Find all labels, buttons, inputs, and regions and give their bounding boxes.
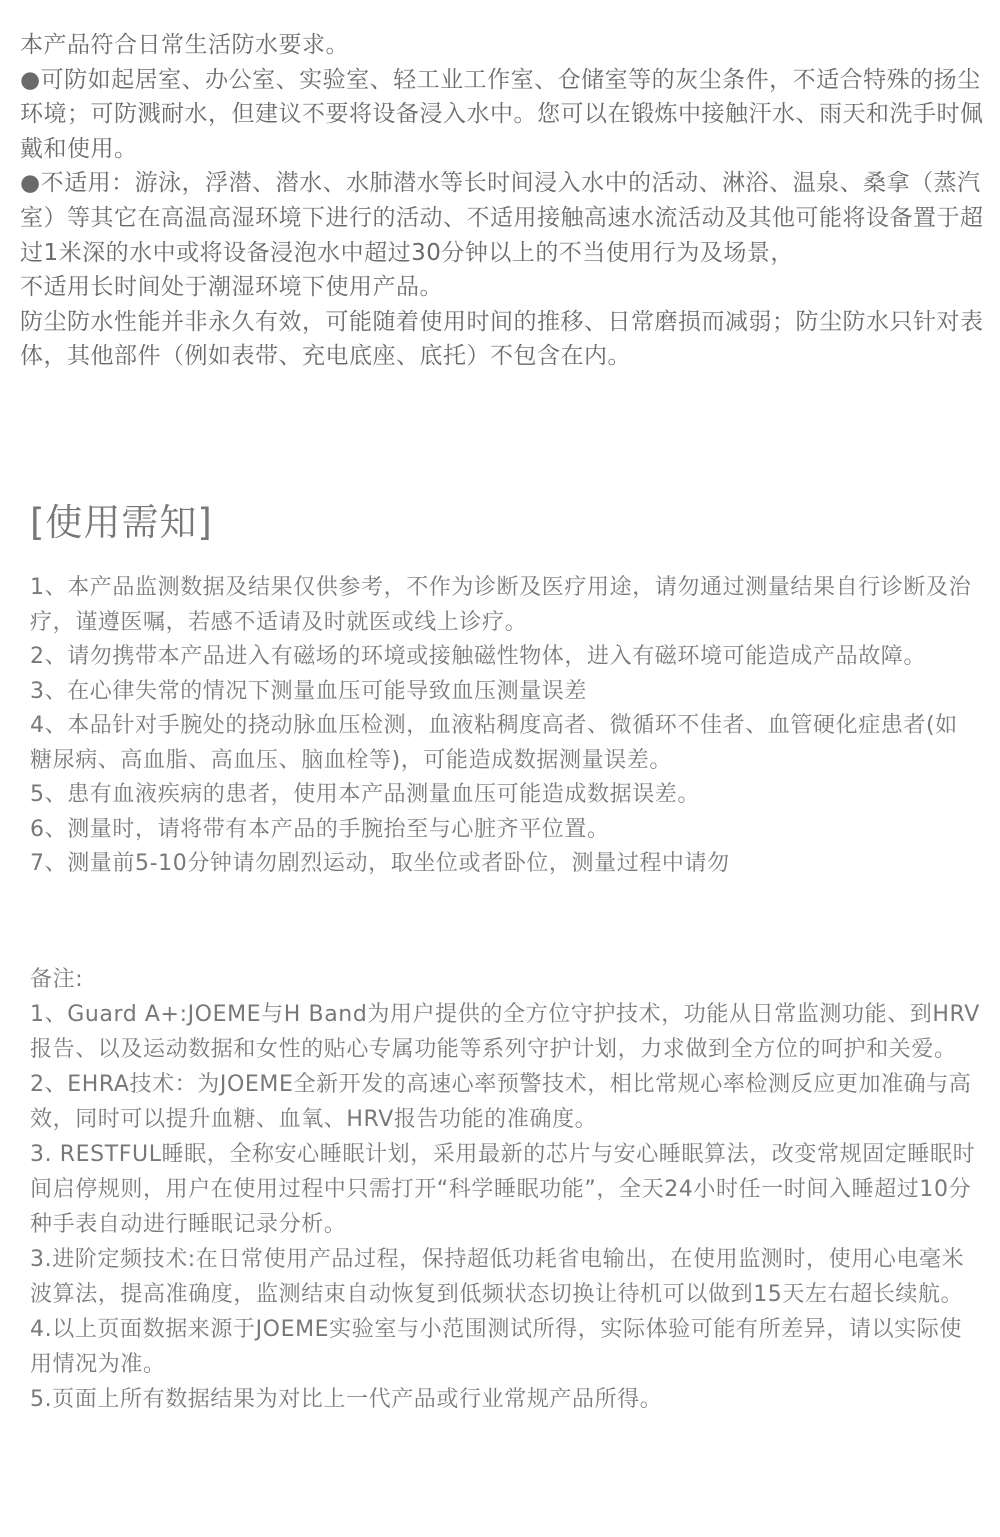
usage-item: 4、本品针对手腕处的挠动脉血压检测，血液粘稠度高者、微循环不佳者、血管硬化症患者(如糖尿病、高血脂、高血压、脑血栓等)，可能造成数据测量误差。	[30, 713, 958, 773]
note-item: 2、EHRA技术：为JOEME全新开发的高速心率预警技术，相比常规心率检测反应更加准确与高效，同时可以提升血糖、血氧、HRV报告功能的准确度。	[30, 1072, 972, 1132]
waterproof-suitable: ●可防如起居室、办公室、实验室、轻工业工作室、仓储室等的灰尘条件，不适合特殊的扬尘环境；可防溅耐水，但建议不要将设备浸入水中。您可以在锻炼中接触汗水、雨天和洗手时佩戴和使用。	[20, 66, 984, 162]
usage-list	[30, 571, 975, 882]
usage-item: 6、测量时，请将带有本产品的手腕抬至与心脏齐平位置。	[30, 816, 610, 842]
note-item: 3. RESTFUL睡眠，全称安心睡眠计划，采用最新的芯片与安心睡眠算法，改变常规固定睡眠时间启停规则，用户在使用过程中只需打开“科学睡眠功能”，全天24小时任一时间入睡超过10分种手表自动进行睡眠记录分析。	[30, 1142, 976, 1237]
usage-item: 5、患有血液疾病的患者，使用本产品测量血压可能造成数据误差。	[30, 782, 700, 807]
waterproof-durability: 防尘防水性能并非永久有效，可能随着使用时间的推移、日常磨损而减弱；防尘防水只针对表体，其他部件（例如表带、充电底座、底托）不包含在内。	[20, 308, 984, 370]
usage-section-title: [使用需知]	[30, 501, 213, 544]
usage-item: 1、本产品监测数据及结果仅供参考，不作为诊断及医疗用途，请勿通过测量结果自行诊断及治疗，谨遵医嘱，若感不适请及时就医或线上诊疗。	[30, 575, 972, 635]
notes-section	[30, 962, 980, 1417]
note-item: 5.页面上所有数据结果为对比上一代产品或行业常规产品所得。	[30, 1387, 663, 1412]
waterproof-section	[20, 28, 985, 374]
waterproof-intro: 本产品符合日常生活防水要求。	[20, 32, 349, 58]
note-item: 4.以上页面数据来源于JOEME实验室与小范围测试所得，实际体验可能有所差异，请以实际使用情况为准。	[30, 1317, 962, 1377]
notes-heading: 备注:	[30, 967, 84, 992]
usage-item: 3、在心律失常的情况下测量血压可能导致血压测量误差	[30, 678, 587, 704]
waterproof-humidity: 不适用长时间处于潮湿环境下使用产品。	[20, 274, 443, 301]
usage-item: 2、请勿携带本产品进入有磁场的环境或接触磁性物体，进入有磁环境可能造成产品故障。	[30, 644, 926, 669]
usage-item: 7、测量前5-10分钟请勿剧烈运动，取坐位或者卧位，测量过程中请勿	[30, 851, 730, 876]
waterproof-not-suitable: ●不适用：游泳，浮潜、潜水、水肺潜水等长时间浸入水中的活动、淋浴、温泉、桑拿（蒸汽室）等其它在高温高湿环境下进行的活动、不适用接触高速水流活动及其他可能将设备置于超过1米深的水中或将设备浸泡水中超过30分钟以上的不当使用行为及场景，	[20, 170, 984, 266]
note-item: 1、Guard A+:JOEME与H Band为用户提供的全方位守护技术，功能从日常监测功能、到HRV报告、以及运动数据和女性的贴心专属功能等系列守护计划，力求做到全方位的呵护和关爱。	[30, 1002, 980, 1062]
note-item: 3.进阶定频技术:在日常使用产品过程，保持超低功耗省电输出，在使用监测时，使用心电毫米波算法，提高准确度，监测结束自动恢复到低频状态切换让待机可以做到15天左右超长续航。	[30, 1247, 965, 1307]
